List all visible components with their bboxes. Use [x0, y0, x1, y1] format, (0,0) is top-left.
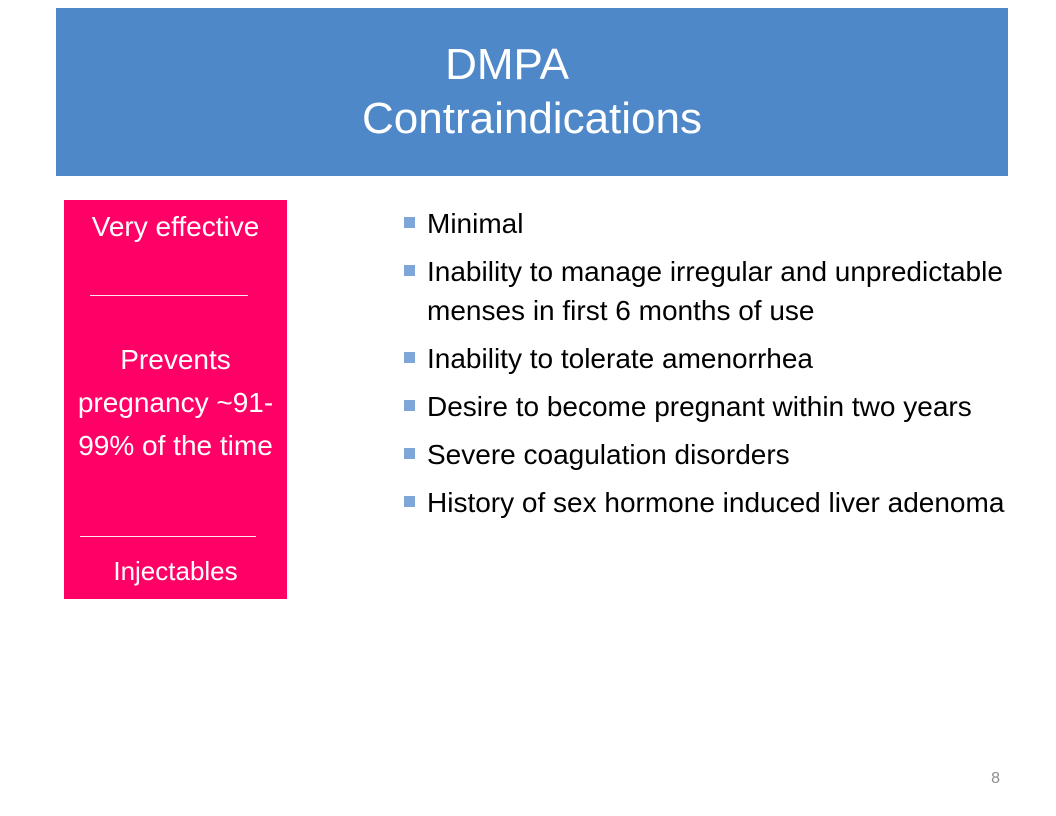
list-item-text: Inability to manage irregular and unpredictable menses in first 6 months of use [427, 256, 1003, 326]
list-item [398, 387, 1008, 426]
page-number: 8 [991, 770, 1000, 787]
list-item [398, 339, 1008, 378]
effectiveness-rate: Prevents pregnancy ~91-99% of the time [77, 344, 274, 461]
list-item [398, 204, 1008, 243]
effectiveness-label: Very effective [91, 211, 260, 242]
contraindication-list [398, 204, 1008, 531]
slide-title-line-1: DMPA [445, 40, 569, 89]
list-item-text: History of sex hormone induced liver adenoma [427, 487, 1005, 518]
list-item-text: Severe coagulation disorders [427, 439, 790, 470]
method-label: Injectables [113, 556, 238, 586]
slide-title-line-2: Contraindications [362, 94, 702, 143]
list-item-text: Desire to become pregnant within two years [427, 391, 972, 422]
square-bullet-icon [404, 265, 415, 276]
divider-line [90, 295, 248, 296]
list-item-text: Minimal [427, 208, 524, 239]
list-item [398, 435, 1008, 474]
square-bullet-icon [404, 496, 415, 507]
square-bullet-icon [404, 400, 415, 411]
title-bar [56, 8, 1008, 176]
square-bullet-icon [404, 352, 415, 363]
list-item [398, 252, 1008, 330]
square-bullet-icon [404, 448, 415, 459]
effectiveness-box [64, 200, 287, 599]
list-item-text: Inability to tolerate amenorrhea [427, 343, 813, 374]
list-item [398, 483, 1008, 522]
divider-line [80, 536, 256, 537]
square-bullet-icon [404, 217, 415, 228]
